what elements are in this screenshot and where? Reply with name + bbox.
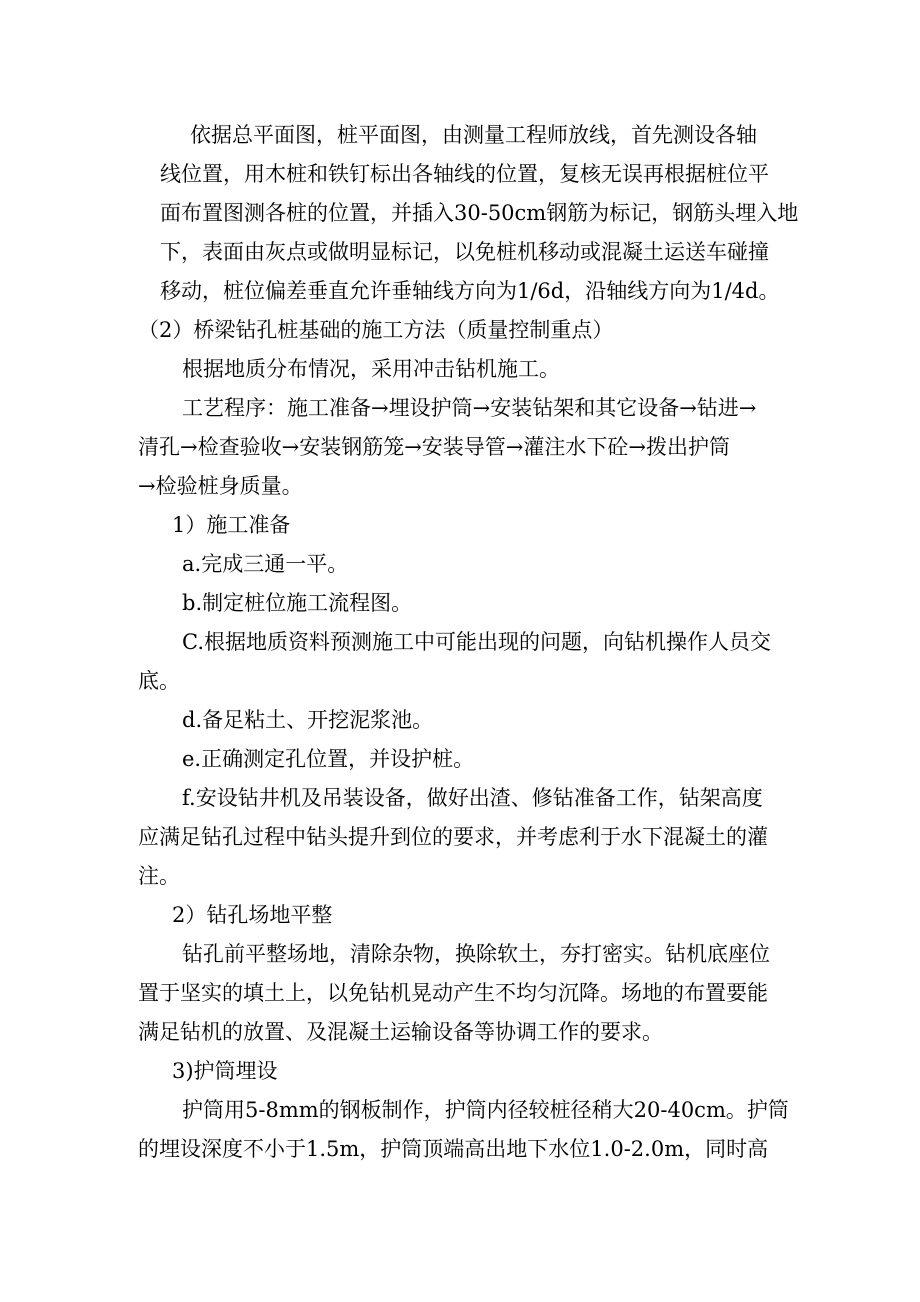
paragraph-1-line-2: 线位置，用木桩和铁钉标出各轴线的位置，复核无误再根据桩位平 <box>160 162 769 186</box>
list-item-b: b.制定桩位施工流程图。 <box>182 591 413 615</box>
subheading-construction-preparation: 1）施工准备 <box>172 513 291 537</box>
list-item-d: d.备足粘土、开挖泥浆池。 <box>182 708 434 732</box>
paragraph-5-line-1: 护筒用5-8mm的钢板制作，护筒内径较桩径稍大20-40cm。护筒 <box>182 1098 789 1122</box>
paragraph-3-line-3: →检验桩身质量。 <box>138 474 303 498</box>
paragraph-4-line-3: 满足钻机的放置、及混凝土运输设备等协调工作的要求。 <box>138 1020 663 1044</box>
paragraph-2: 根据地质分布情况，采用冲击钻机施工。 <box>182 357 560 381</box>
paragraph-4-line-1: 钻孔前平整场地，清除杂物，换除软土，夯打密实。钻机底座位 <box>182 942 770 966</box>
section-heading-bridge-pile: （2）桥梁钻孔桩基础的施工方法（质量控制重点） <box>138 318 614 342</box>
paragraph-1-line-4: 下，表面由灰点或做明显标记，以免桩机移动或混凝土运送车碰撞 <box>160 240 769 264</box>
list-item-f-line-2: 应满足钻孔过程中钻头提升到位的要求，并考虑利于水下混凝土的灌 <box>138 825 768 849</box>
paragraph-4-line-2: 置于坚实的填土上，以免钻机晃动产生不均匀沉降。场地的布置要能 <box>138 981 768 1005</box>
list-item-c-line-1: C.根据地质资料预测施工中可能出现的问题，向钻机操作人员交 <box>182 630 771 654</box>
paragraph-3-line-1: 工艺程序：施工准备→埋设护筒→安装钻架和其它设备→钻进→ <box>182 396 757 420</box>
list-item-c-line-2: 底。 <box>138 669 180 693</box>
subheading-site-leveling: 2）钻孔场地平整 <box>172 903 333 927</box>
paragraph-3-line-2: 清孔→检查验收→安装钢筋笼→安装导管→灌注水下砼→拨出护筒 <box>138 435 730 459</box>
list-item-f-line-1: f.安设钻井机及吊装设备，做好出渣、修钻准备工作，钻架高度 <box>182 786 763 810</box>
paragraph-5-line-2: 的埋设深度不小于1.5m，护筒顶端高出地下水位1.0-2.0m，同时高 <box>138 1137 769 1161</box>
paragraph-1-line-3: 面布置图测各桩的位置，并插入30-50cm钢筋为标记，钢筋头埋入地 <box>160 201 799 225</box>
subheading-casing-burial: 3)护筒埋设 <box>172 1059 278 1083</box>
list-item-a: a.完成三通一平。 <box>182 552 349 576</box>
paragraph-1-line-5: 移动，桩位偏差垂直允许垂轴线方向为1/6d，沿轴线方向为1/4d。 <box>160 279 780 303</box>
list-item-e: e.正确测定孔位置，并设护桩。 <box>182 747 475 771</box>
paragraph-1-line-1: 依据总平面图，桩平面图，由测量工程师放线，首先测设各轴 <box>190 123 757 147</box>
list-item-f-line-3: 注。 <box>138 864 180 888</box>
